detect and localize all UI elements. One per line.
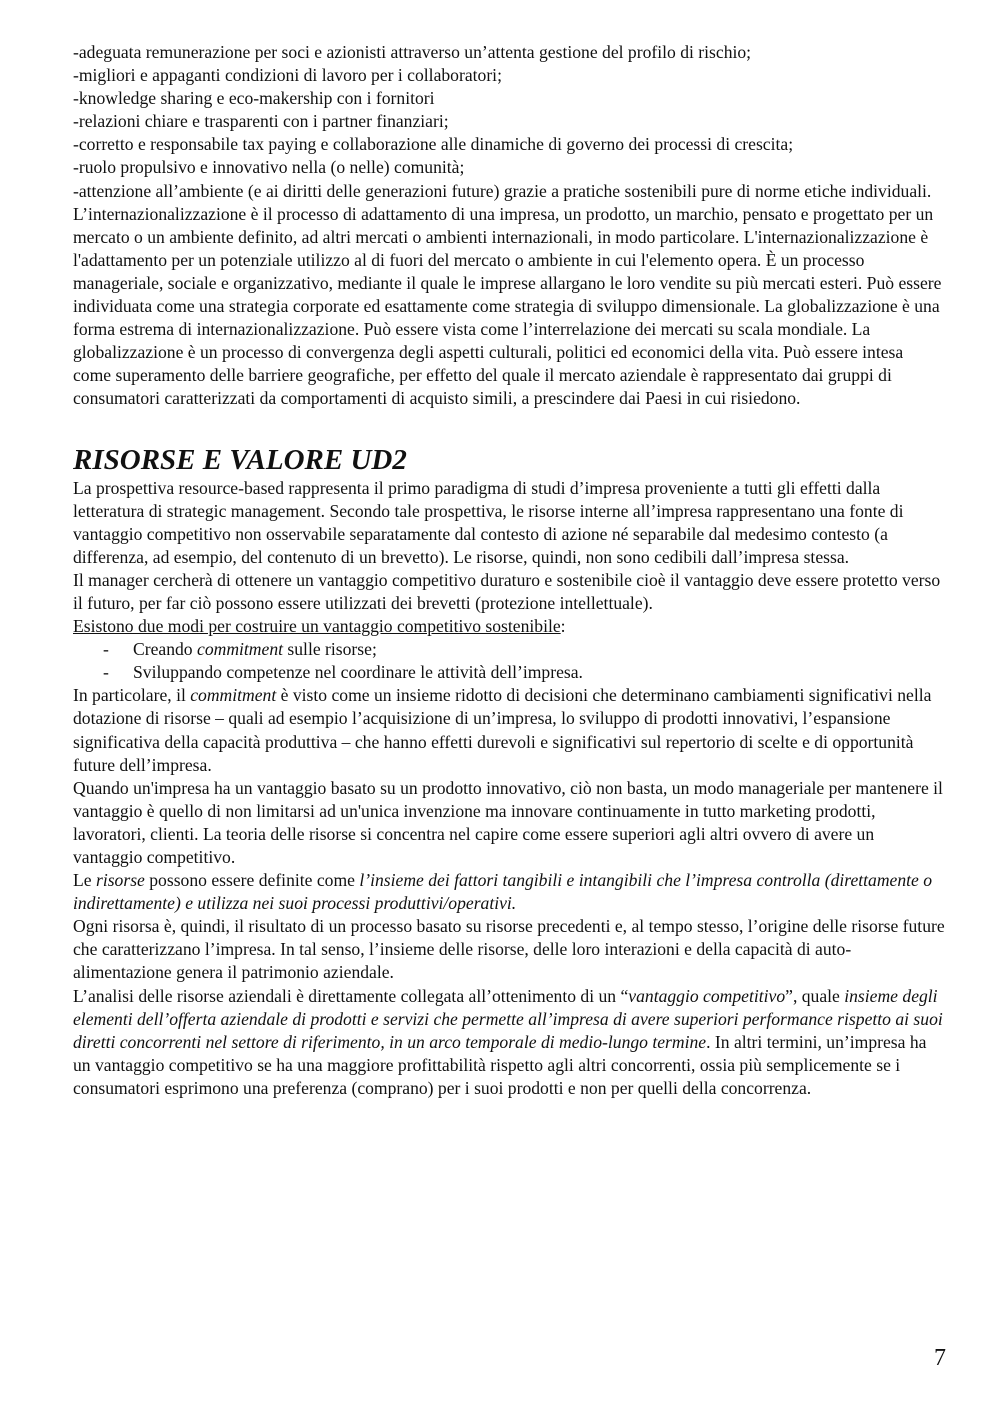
two-ways-colon: :: [560, 616, 566, 637]
text-run: è visto come un insieme ridotto di decisioni che determinano cambiamenti significativi nella dotazione di risorse – quali ad esempio l’acquisizione di un’impresa, lo sviluppo di prodotti innovativi, l’espansione significativa della capacità produttiva – che hanno effetti durevoli e significativi sul repertorio di scelte e di opportunità future dell’impresa.: [73, 685, 932, 775]
paragraph-quando: Quando un'impresa ha un vantaggio basato su un prodotto innovativo, ciò non basta, un modo manageriale per mantenere il vantaggio è quello di non limitarsi ad un'unica invenzione ma innovare continuamente in tutto marketing prodotti, lavoratori, clienti. La teoria delle risorse si concentra nel capire come essere superiori agli altri ovvero di avere un vantaggio competitivo.: [73, 777, 943, 867]
two-ways-underlined: Esistono due modi per costruire un vantaggio competitivo sostenibile: [73, 616, 561, 637]
italic-run: risorse: [95, 870, 145, 891]
list-item-text: Sviluppando competenze nel coordinare le attività dell’impresa.: [133, 662, 583, 683]
text-run: Le: [73, 870, 96, 891]
page-number: 7: [934, 1345, 946, 1371]
dash-marker: -: [103, 662, 109, 683]
paragraph-commitment: [73, 684, 945, 776]
paragraph-analisi: [73, 985, 945, 1100]
list-item: -ruolo propulsivo e innovativo nella (o nelle) comunità;: [73, 157, 465, 178]
list-item: -relazioni chiare e trasparenti con i partner finanziari;: [73, 111, 449, 132]
text-run: In particolare, il: [73, 685, 191, 706]
list-item: -migliori e appaganti condizioni di lavoro per i collaboratori;: [73, 65, 502, 86]
stakeholder-list: [73, 41, 945, 180]
paragraph-ogni-risorsa: Ogni risorsa è, quindi, il risultato di un processo basato su risorse precedenti e, al tempo stesso, l’origine delle risorse future che caratterizzano l’impresa. In tal senso, l’insieme delle risorse, delle loro interazioni e della capacità di auto-alimentazione genera il patrimonio aziendale.: [73, 916, 945, 983]
italic-run: l’insieme dei fattori tangibili e intangibili che l’impresa controlla (direttamente o indirettamente) e utilizza nei suoi processi produttivi/operativi.: [73, 870, 933, 914]
paragraph-resource-based: La prospettiva resource-based rappresenta il primo paradigma di studi d’impresa proveniente a tutti gli effetti dalla letteratura di strategic management. Secondo tale prospettiva, le risorse interne all’impresa rappresentano una fonte di vantaggio competitivo non osservabile separatamente dal contesto di azione né separabile dal medesimo contesto (a differenza, ad esempio, del contenuto di un brevetto). Le risorse, quindi, non sono cedibili dall’impresa stessa.: [73, 477, 904, 567]
dash-marker: -: [103, 639, 109, 660]
list-item-text: sulle risorse;: [283, 639, 377, 660]
paragraph-internazionalizzazione: L’internazionalizzazione è il processo di adattamento di una impresa, un prodotto, un marchio, pensato e progettato per un mercato o un ambiente definito, ad altri mercati o ambienti internazionali, in modo particolare. L'internazionalizzazione è l'adattamento per un potenziale utilizzo al di fuori del mercato o ambiente in cui l'elemento opera. È un processo manageriale, sociale e organizzativo, mediante il quale le imprese allargano le loro vendite su più mercati esteri. Può essere individuata come una strategia corporate ed esattamente come strategia di sviluppo dimensionale. La globalizzazione è una forma estrema di internazionalizzazione. Può essere vista come l’interrelazione dei mercati su scala mondiale. La globalizzazione è un processo di convergenza degli aspetti culturali, politici ed economici della vita. Può essere intesa come superamento delle barriere geografiche, per effetto del quale il mercato aziendale è rappresentato dai gruppi di consumatori caratterizzati da comportamenti di acquisto simili, a prescindere dai Paesi in cui risiedono.: [73, 203, 942, 409]
list-item: [73, 638, 945, 661]
text-run: ”, quale: [785, 985, 845, 1006]
italic-run: commitment: [190, 685, 277, 706]
text-run: . In altri termini, un’impresa ha un vantaggio competitivo se ha una maggiore profittabilità rispetto agli altri concorrenti, ossia più semplicemente se i consumatori esprimono una preferenza (comprano) per i suoi prodotti e non per quelli della concorrenza.: [73, 1031, 927, 1098]
two-ways-intro: [73, 615, 945, 638]
paragraph-manager: Il manager cercherà di ottenere un vantaggio competitivo duraturo e sostenibile cioè il vantaggio deve essere protetto verso il futuro, per far ciò possono essere utilizzati dei brevetti (protezione intellettuale).: [73, 569, 941, 613]
italic-run: vantaggio competitivo: [628, 985, 786, 1006]
list-item: -attenzione all’ambiente (e ai diritti delle generazioni future) grazie a pratiche sostenibili pure di norme etiche individuali.: [73, 180, 932, 201]
list-item: -corretto e responsabile tax paying e collaborazione alle dinamiche di governo dei processi di crescita;: [73, 134, 794, 155]
list-item-italic: commitment: [197, 639, 284, 660]
list-item-text: Creando: [133, 639, 198, 660]
page-content: [73, 41, 945, 1100]
section-heading: RISORSE E VALORE UD2: [73, 443, 407, 476]
italic-run: insieme degli elementi dell’offerta aziendale di prodotti e servizi che permette all’impresa di avere superiori performance rispetto ai suoi diretti concorrenti nel settore di riferimento, in un arco temporale di medio-lungo termine: [73, 985, 943, 1052]
list-item: -adeguata remunerazione per soci e azionisti attraverso un’attenta gestione del profilo di rischio;: [73, 42, 752, 62]
two-ways-list: [73, 638, 945, 684]
text-run: L’analisi delle risorse aziendali è direttamente collegata all’ottenimento di un “: [73, 985, 629, 1006]
text-run: possono essere definite come: [144, 870, 360, 891]
paragraph-risorse-definition: [73, 869, 945, 915]
list-item: -knowledge sharing e eco-makership con i fornitori: [73, 88, 435, 109]
list-item: [73, 661, 945, 684]
